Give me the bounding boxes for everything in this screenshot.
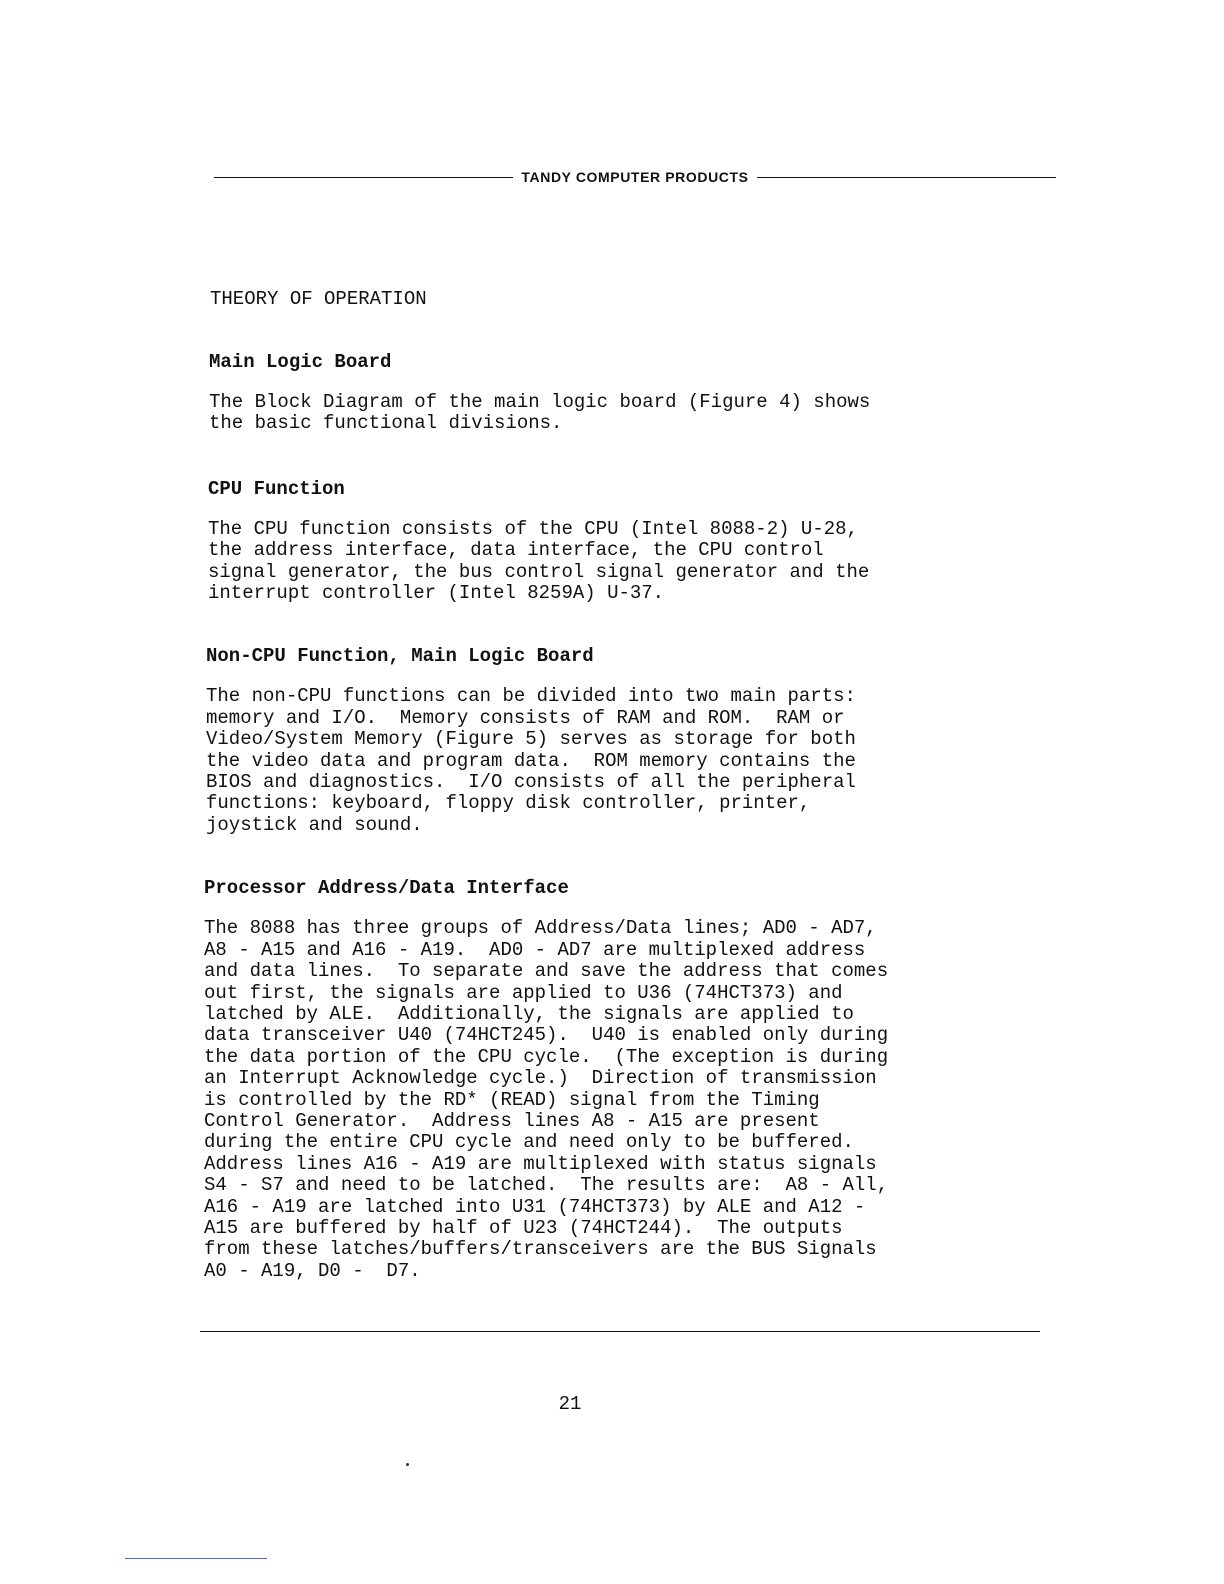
section-cpu-function — [208, 477, 1003, 605]
section-processor-address-data-interface — [204, 876, 1003, 1282]
paragraph-line: A16 - A19 are latched into U31 (74HCT373) by ALE and A12 - — [204, 1195, 866, 1218]
paragraph-line: signal generator, the bus control signal generator and the — [208, 560, 870, 583]
scan-edge-line — [125, 1558, 267, 1559]
paragraph-line: functions: keyboard, floppy disk controller, printer, — [206, 792, 811, 815]
paragraph-line: The Block Diagram of the main logic board (Figure 4) shows — [209, 391, 871, 413]
paragraph-line: The non-CPU functions can be divided into two main parts: — [206, 685, 856, 708]
paragraph-line: the data portion of the CPU cycle. (The exception is during — [204, 1045, 889, 1068]
paragraph-line: and data lines. To separate and save the address that comes — [204, 960, 889, 983]
section-heading: Processor Address/Data Interface — [204, 877, 569, 900]
paragraph-line: S4 - S7 and need to be latched. The results are: A8 - All, — [204, 1174, 889, 1197]
section-non-cpu-function — [206, 644, 1003, 836]
paragraph-line: The CPU function consists of the CPU (Intel 8088-2) U-28, — [208, 517, 858, 540]
paragraph-line: The 8088 has three groups of Address/Data lines; AD0 - AD7, — [204, 917, 877, 940]
header-rule-left — [214, 177, 513, 178]
paragraph-line: A15 are buffered by half of U23 (74HCT244). The outputs — [204, 1216, 843, 1239]
section-heading: Main Logic Board — [209, 351, 392, 373]
paragraph-line: the address interface, data interface, the CPU control — [208, 539, 824, 562]
section-heading: CPU Function — [208, 477, 345, 500]
paragraph-line: interrupt controller (Intel 8259A) U-37. — [208, 582, 665, 605]
paragraph-line: Control Generator. Address lines A8 - A15 are present — [204, 1109, 820, 1132]
page-number: 21 — [558, 1393, 582, 1415]
paragraph-line: joystick and sound. — [206, 813, 423, 836]
section-heading: Non-CPU Function, Main Logic Board — [206, 645, 594, 668]
paragraph-line: BIOS and diagnostics. I/O consists of all the peripheral — [206, 771, 856, 794]
paragraph-line: out first, the signals are applied to U36 (74HCT373) and — [204, 981, 843, 1004]
paragraph-line: A8 - A15 and A16 - A19. AD0 - AD7 are multiplexed address — [204, 938, 866, 961]
paragraph-line: memory and I/O. Memory consists of RAM and ROM. RAM or — [206, 706, 845, 729]
paragraph-line: A0 - A19, D0 - D7. — [204, 1259, 421, 1282]
header-rule-right — [757, 177, 1056, 178]
footer-rule — [200, 1331, 1040, 1332]
paragraph-line: latched by ALE. Additionally, the signals are applied to — [204, 1002, 854, 1025]
paragraph-line: the basic functional divisions. — [209, 412, 563, 435]
paragraph-line: the video data and program data. ROM memory contains the — [206, 749, 856, 772]
paragraph-line: Video/System Memory (Figure 5) serves as storage for both — [206, 728, 856, 751]
paragraph-line: from these latches/buffers/transceivers are the BUS Signals — [204, 1238, 877, 1261]
paragraph-line: during the entire CPU cycle and need only to be buffered. — [204, 1131, 854, 1154]
paragraph-line: is controlled by the RD* (READ) signal from the Timing — [204, 1088, 820, 1111]
running-header — [214, 166, 1056, 188]
scan-speck — [406, 1463, 409, 1466]
paragraph-line: data transceiver U40 (74HCT245). U40 is enabled only during — [204, 1024, 889, 1047]
section-main-logic-board — [209, 350, 1003, 435]
page-title: THEORY OF OPERATION — [210, 288, 427, 310]
header-brand: TANDY COMPUTER PRODUCTS — [521, 169, 749, 185]
paragraph-line: Address lines A16 - A19 are multiplexed with status signals — [204, 1152, 877, 1175]
page-content — [203, 286, 1003, 1282]
paragraph-line: an Interrupt Acknowledge cycle.) Direction of transmission — [204, 1067, 877, 1090]
